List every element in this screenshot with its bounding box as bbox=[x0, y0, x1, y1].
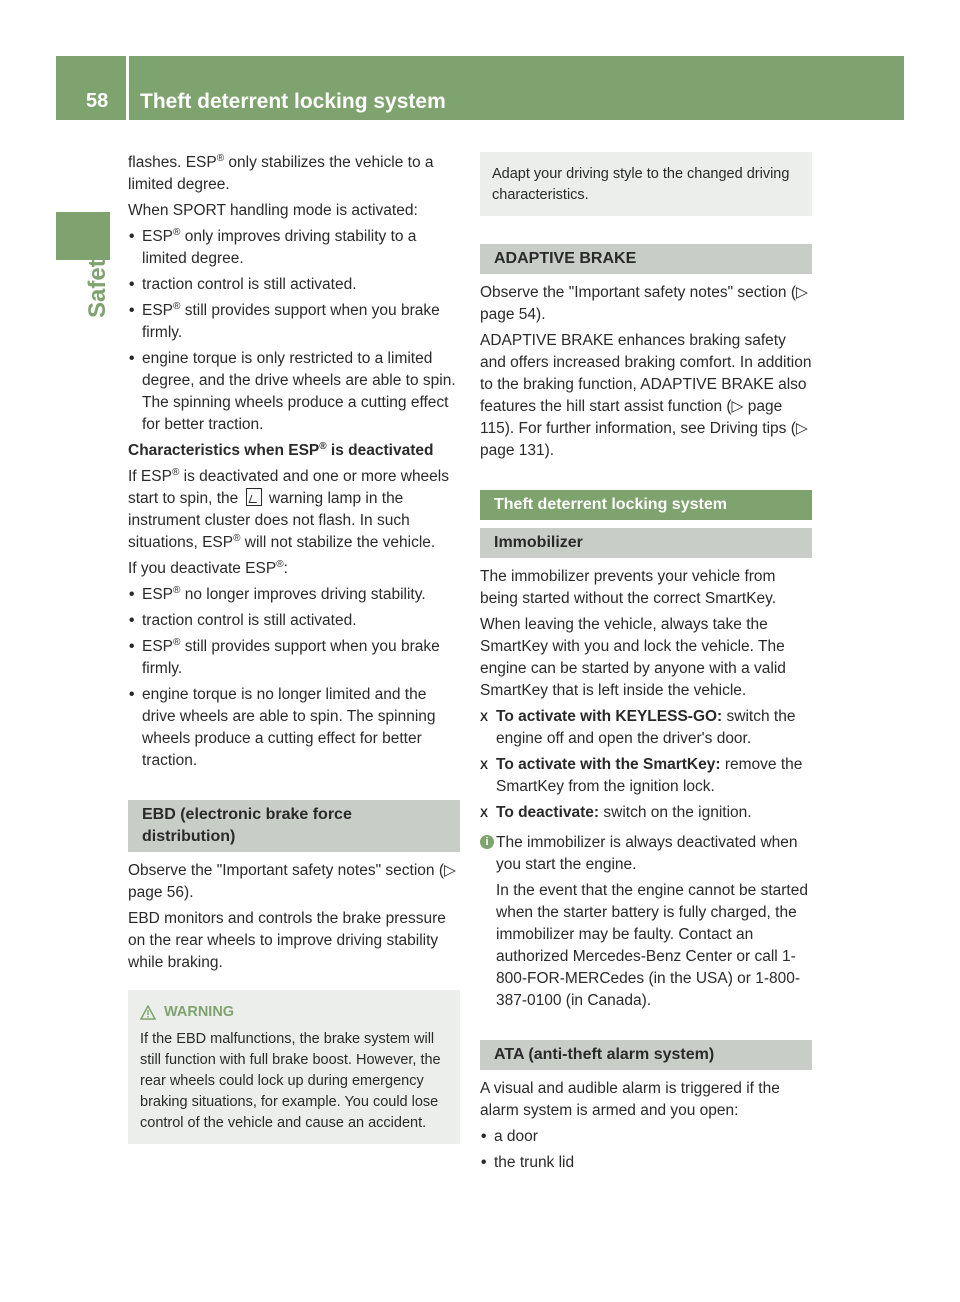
deactivated-list bbox=[128, 584, 460, 772]
paragraph: A visual and audible alarm is triggered if the alarm system is armed and you open: bbox=[480, 1080, 780, 1119]
paragraph: If ESP® is deactivated and one or more wheels start to spin, the warning lamp in the instrument cluster does not flash. In such situations, ESP® will not stabilize the vehicle. bbox=[128, 466, 449, 551]
warning-box bbox=[128, 990, 460, 1144]
skidding-car-icon bbox=[246, 488, 262, 506]
ata-list bbox=[480, 1126, 812, 1174]
paragraph: ADAPTIVE BRAKE enhances braking safety and offers increased braking comfort. In addition to the braking function, ADAPTIVE BRAKE also features the hill start assist function (▷ page 115). For further information, see Driving tips (▷ page 131). bbox=[480, 332, 812, 459]
sport-mode-list bbox=[128, 226, 460, 436]
list-item: • engine torque is only restricted to a limited degree, and the drive wheels are able to spin. The spinning wheels produce a cutting effect for better traction. bbox=[128, 348, 460, 436]
note-box: Adapt your driving style to the changed driving characteristics. bbox=[480, 152, 812, 216]
page-number: 58 bbox=[86, 90, 109, 112]
warning-title: WARNING bbox=[140, 1002, 450, 1023]
list-item: • ESP® only improves driving stability to a limited degree. bbox=[128, 226, 460, 270]
paragraph: The immobilizer prevents your vehicle from being started without the correct SmartKey. bbox=[480, 568, 777, 607]
page-title: Theft deterrent locking system bbox=[140, 90, 446, 113]
paragraph: flashes. ESP® only stabilizes the vehicle to a limited degree. bbox=[128, 152, 434, 193]
list-item: • the trunk lid bbox=[480, 1152, 812, 1174]
list-item: • ESP® still provides support when you brake firmly. bbox=[128, 300, 460, 344]
header-divider bbox=[126, 56, 129, 120]
list-item: • a door bbox=[480, 1126, 812, 1148]
instruction-step: X To activate with the SmartKey: remove the SmartKey from the ignition lock. bbox=[480, 756, 803, 795]
section-heading-ebd: EBD (electronic brake force distribution) bbox=[128, 800, 460, 852]
list-item: • traction control is still activated. bbox=[128, 274, 460, 296]
section-label: Safety bbox=[84, 245, 111, 318]
instruction-step: X To deactivate: switch on the ignition. bbox=[480, 802, 812, 824]
info-note: i The immobilizer is always deactivated when you start the engine. In the event that the engine cannot be started when the starter battery is fully charged, the immobilizer may be faulty. Contact an authorized Mercedes-Benz Center or call 1-800-FOR-MERCedes (in the USA) or 1-800-387-0100 (in Canada). bbox=[480, 832, 812, 1012]
list-item: • traction control is still activated. bbox=[128, 610, 460, 632]
step-arrow-icon: X bbox=[480, 806, 489, 820]
subsection-heading-immobilizer: Immobilizer bbox=[480, 528, 812, 558]
section-heading-theft: Theft deterrent locking system bbox=[480, 490, 812, 520]
registered-mark: ® bbox=[216, 152, 225, 164]
paragraph: EBD monitors and controls the brake pressure on the rear wheels to improve driving stability while braking. bbox=[128, 910, 446, 971]
step-arrow-icon: X bbox=[480, 710, 489, 724]
left-column bbox=[128, 152, 460, 1144]
paragraph: When SPORT handling mode is activated: bbox=[128, 202, 418, 219]
paragraph: If you deactivate ESP®: bbox=[128, 558, 288, 577]
warning-triangle-icon bbox=[140, 1005, 156, 1020]
warning-text: If the EBD malfunctions, the brake system will still function with full brake boost. However, the rear wheels could lock up during emergency braking situations, for example. You could lose control of the vehicle and cause an accident. bbox=[140, 1031, 441, 1131]
list-item: • ESP® still provides support when you brake firmly. bbox=[128, 636, 460, 680]
right-column bbox=[480, 152, 812, 1178]
instruction-step: X To activate with KEYLESS-GO: switch the engine off and open the driver's door. bbox=[480, 708, 796, 747]
section-heading-ata: ATA (anti-theft alarm system) bbox=[480, 1040, 812, 1070]
subheading: Characteristics when ESP® is deactivated bbox=[128, 440, 434, 459]
list-item: • engine torque is no longer limited and the drive wheels are able to spin. The spinning wheels produce a cutting effect for better traction. bbox=[128, 684, 460, 772]
paragraph: When leaving the vehicle, always take the SmartKey with you and lock the vehicle. The engine can be started by anyone with a valid SmartKey that is left inside the vehicle. bbox=[480, 616, 786, 699]
paragraph: Observe the "Important safety notes" section (▷ page 54). bbox=[480, 284, 808, 323]
section-heading-adaptive-brake: ADAPTIVE BRAKE bbox=[480, 244, 812, 274]
info-circle-icon: i bbox=[480, 835, 494, 849]
list-item: • ESP® no longer improves driving stability. bbox=[128, 584, 460, 606]
paragraph: Observe the "Important safety notes" section (▷ page 56). bbox=[128, 862, 456, 901]
step-arrow-icon: X bbox=[480, 758, 489, 772]
